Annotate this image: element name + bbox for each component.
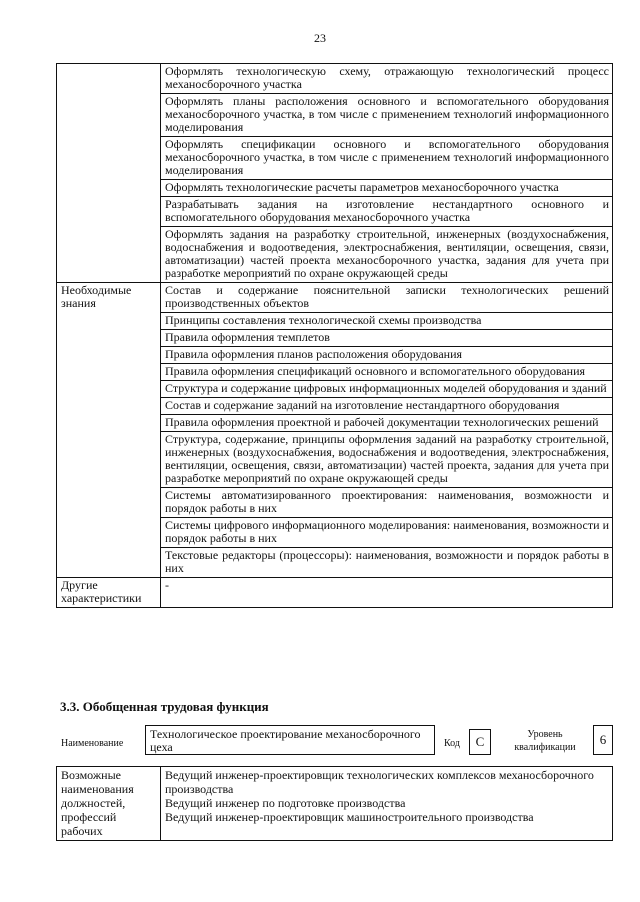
skills-table (56, 63, 613, 608)
generalized-function-row (56, 725, 613, 759)
knowledge-item: Состав и содержание заданий на изготовление нестандартного оборудования (161, 398, 613, 415)
positions-table (56, 766, 613, 841)
knowledge-item: Структура, содержание, принципы оформления заданий на разработку строительной, инженерных (воздухоснабжения, водоснабжения и водоотведения, электроснабжения, вентиляции, освещения, связи, автоматизации) частей проекта, задания для учета при разработке мероприятий по охране окружающей среды (161, 432, 613, 488)
knowledge-item: Системы автоматизированного проектирования: наименования, возможности и порядок работы в них (161, 488, 613, 518)
skill-item: Оформлять спецификации основного и вспомогательного оборудования механосборочного участка, в том числе с применением технологий информационного моделирования (161, 137, 613, 180)
level-box: 6 (593, 725, 613, 755)
other-characteristics-value: - (161, 578, 613, 608)
section-heading: 3.3. Обобщенная трудовая функция (60, 699, 269, 714)
knowledge-item: Правила оформления проектной и рабочей документации технологических решений (161, 415, 613, 432)
position-item: Ведущий инженер-проектировщик технологических комплексов механосборочного производства (165, 768, 594, 796)
knowledge-item: Системы цифрового информационного моделирования: наименования, возможности и порядок работы в них (161, 518, 613, 548)
page-number: 23 (314, 31, 326, 45)
skill-item: Оформлять задания на разработку строительной, инженерных (воздухоснабжения, водоснабжения и водоотведения, электроснабжения, вентиляции, освещения, связи, автоматизации) частей проекта механосборочного участка, задания для учета при разработке мероприятий по охране окружающей среды (161, 227, 613, 283)
code-label: Код (444, 738, 460, 749)
knowledge-label: Необходимые знания (57, 283, 161, 578)
position-item: Ведущий инженер-проектировщик машиностроительного производства (165, 810, 534, 824)
skill-item: Оформлять технологическую схему, отражающую технологический процесс механосборочного участка (161, 64, 613, 94)
other-characteristics-label: Другие характеристики (57, 578, 161, 608)
skill-item: Оформлять планы расположения основного и вспомогательного оборудования механосборочного участка, в том числе с применением технологий информационного моделирования (161, 94, 613, 137)
skill-item: Оформлять технологические расчеты параметров механосборочного участка (161, 180, 613, 197)
knowledge-item: Структура и содержание цифровых информационных моделей оборудования и зданий (161, 381, 613, 398)
knowledge-item: Правила оформления спецификаций основного и вспомогательного оборудования (161, 364, 613, 381)
positions-list (161, 767, 613, 841)
level-label: Уровень квалификации (514, 729, 576, 753)
position-item: Ведущий инженер по подготовке производства (165, 796, 406, 810)
function-name-box: Технологическое проектирование механосборочного цеха (145, 725, 435, 755)
knowledge-item: Состав и содержание пояснительной записки технологических решений производственных объектов (161, 283, 613, 313)
knowledge-item: Правила оформления темплетов (161, 330, 613, 347)
knowledge-item: Текстовые редакторы (процессоры): наименования, возможности и порядок работы в них (161, 548, 613, 578)
skills-label-cell (57, 64, 161, 283)
knowledge-item: Правила оформления планов расположения оборудования (161, 347, 613, 364)
name-label: Наименование (61, 738, 124, 749)
positions-label: Возможные наименования должностей, профессий рабочих (57, 767, 161, 841)
knowledge-item: Принципы составления технологической схемы производства (161, 313, 613, 330)
skill-item: Разрабатывать задания на изготовление нестандартного основного и вспомогательного оборудования механосборочного участка (161, 197, 613, 227)
code-box: C (469, 729, 491, 755)
